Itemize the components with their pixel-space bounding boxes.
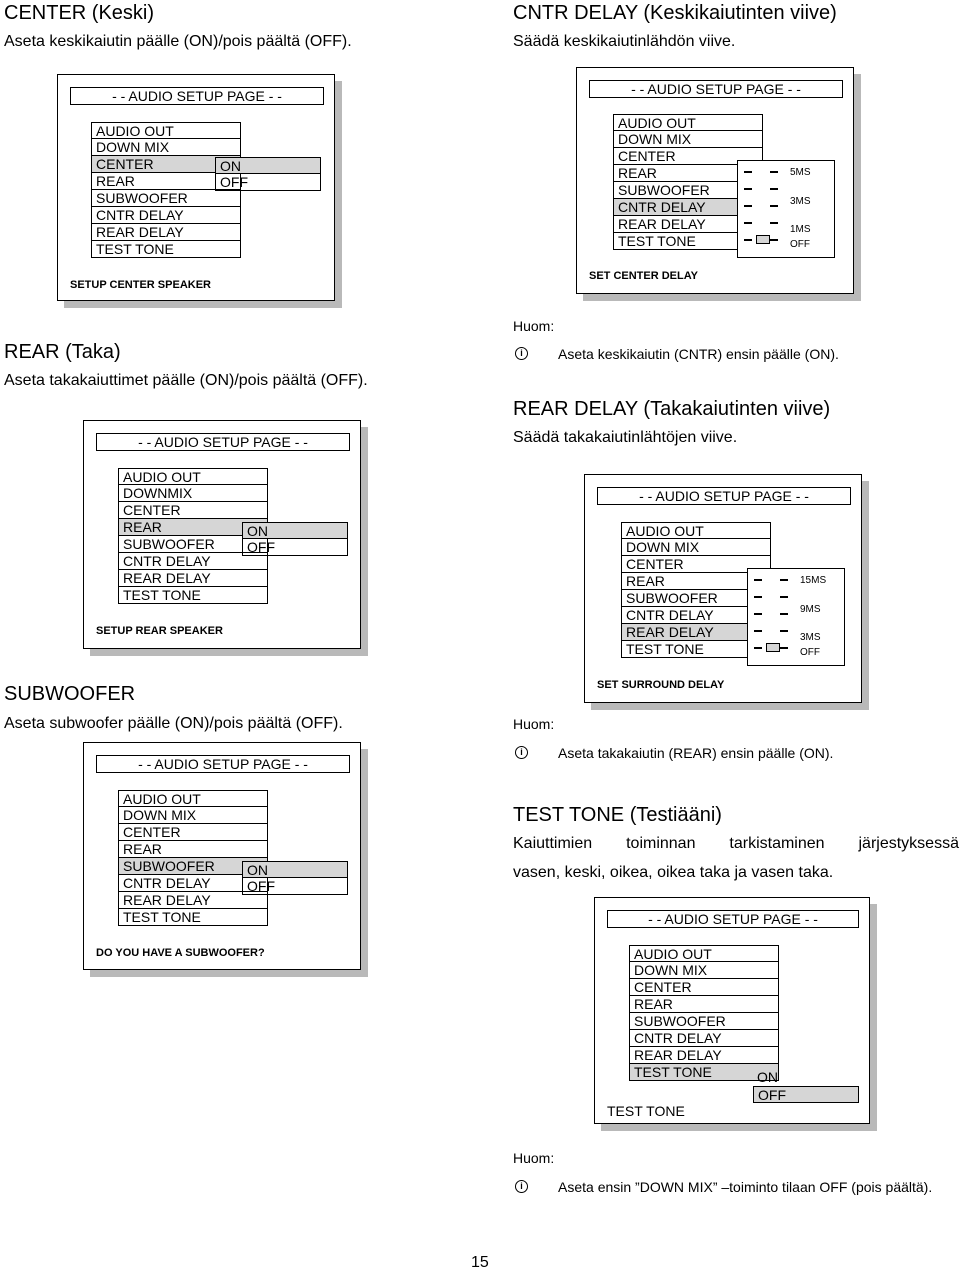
- menu-item-selected[interactable]: REAR: [118, 519, 268, 536]
- section-title-rear: REAR (Taka): [4, 341, 121, 363]
- option-on[interactable]: ON: [242, 522, 348, 539]
- section-desc-rear-delay: Säädä takakaiutinlähtöjen viive.: [513, 429, 738, 446]
- screen-subwoofer: [83, 742, 361, 970]
- screen-rear: [83, 420, 361, 649]
- screen-rear-delay: [584, 474, 862, 703]
- menu-item[interactable]: CENTER: [118, 502, 268, 519]
- menu-item[interactable]: REAR: [621, 573, 771, 590]
- section-desc-test-tone-line1: [513, 835, 959, 853]
- menu-item[interactable]: CNTR DELAY: [118, 875, 268, 892]
- menu-item[interactable]: DOWN MIX: [91, 139, 241, 156]
- option-off[interactable]: OFF: [753, 1086, 859, 1103]
- note-label: Huom:: [513, 1150, 555, 1166]
- section-title-subwoofer: SUBWOOFER: [4, 683, 136, 705]
- menu-item-selected[interactable]: CNTR DELAY: [613, 199, 763, 216]
- slider-label: OFF: [800, 647, 820, 658]
- slider-label: 5MS: [790, 167, 811, 178]
- desc-word: Kaiuttimien: [513, 835, 593, 852]
- option-off[interactable]: OFF: [242, 539, 348, 556]
- menu-item[interactable]: AUDIO OUT: [613, 114, 763, 131]
- menu-item[interactable]: REAR: [118, 841, 268, 858]
- menu-item[interactable]: TEST TONE: [613, 233, 763, 250]
- screen-caption: SETUP CENTER SPEAKER: [70, 279, 211, 291]
- menu-item[interactable]: CENTER: [613, 148, 763, 165]
- section-title-rear-delay: REAR DELAY (Takakaiutinten viive): [513, 398, 831, 420]
- option-off[interactable]: OFF: [242, 878, 348, 895]
- options-list: [215, 157, 321, 191]
- screen-title: - - AUDIO SETUP PAGE - -: [589, 80, 843, 98]
- menu-item[interactable]: REAR DELAY: [629, 1047, 779, 1064]
- section-desc-test-tone-line2: vasen, keski, oikea, oikea taka ja vasen taka.: [513, 864, 834, 881]
- menu-item[interactable]: REAR DELAY: [118, 892, 268, 909]
- menu-item[interactable]: DOWN MIX: [118, 807, 268, 824]
- slider-knob[interactable]: [766, 643, 780, 652]
- menu-item[interactable]: CNTR DELAY: [118, 553, 268, 570]
- section-title-cntr-delay: CNTR DELAY (Keskikaiutinten viive): [513, 2, 837, 24]
- desc-word: toiminnan: [626, 835, 696, 852]
- menu-item[interactable]: TEST TONE: [91, 241, 241, 258]
- delay-slider[interactable]: [747, 568, 845, 666]
- slider-label: 9MS: [800, 604, 821, 615]
- menu-item[interactable]: SUBWOOFER: [613, 182, 763, 199]
- menu-item[interactable]: TEST TONE: [118, 909, 268, 926]
- menu-item[interactable]: REAR: [629, 996, 779, 1013]
- menu-item[interactable]: REAR DELAY: [118, 570, 268, 587]
- menu-item[interactable]: CNTR DELAY: [629, 1030, 779, 1047]
- menu-item[interactable]: REAR DELAY: [91, 224, 241, 241]
- page-number: 15: [471, 1254, 489, 1271]
- screen-caption: SET SURROUND DELAY: [597, 679, 725, 691]
- menu-item[interactable]: SUBWOOFER: [118, 536, 268, 553]
- screen-title: - - AUDIO SETUP PAGE - -: [607, 910, 859, 928]
- menu-item[interactable]: SUBWOOFER: [91, 190, 241, 207]
- menu-item[interactable]: CNTR DELAY: [91, 207, 241, 224]
- section-desc-rear: Aseta takakaiuttimet päälle (ON)/pois päältä (OFF).: [4, 372, 368, 389]
- options-list: [753, 1069, 859, 1103]
- menu-item[interactable]: AUDIO OUT: [118, 468, 268, 485]
- desc-word: järjestyksessä: [858, 835, 959, 852]
- option-on[interactable]: ON: [242, 861, 348, 878]
- menu-item[interactable]: DOWN MIX: [613, 131, 763, 148]
- note-label: Huom:: [513, 318, 555, 334]
- menu-item[interactable]: SUBWOOFER: [629, 1013, 779, 1030]
- menu-item[interactable]: TEST TONE: [118, 587, 268, 604]
- menu-item[interactable]: DOWN MIX: [621, 539, 771, 556]
- screen-caption: TEST TONE: [607, 1103, 685, 1119]
- menu-item[interactable]: AUDIO OUT: [629, 945, 779, 962]
- slider-label: 1MS: [790, 224, 811, 235]
- menu-item[interactable]: REAR: [91, 173, 241, 190]
- menu-item-selected[interactable]: REAR DELAY: [621, 624, 771, 641]
- desc-word: tarkistaminen: [729, 835, 825, 852]
- info-icon: i: [515, 347, 528, 360]
- screen-title: - - AUDIO SETUP PAGE - -: [597, 487, 851, 505]
- options-list: [242, 861, 348, 895]
- section-desc-cntr-delay: Säädä keskikaiutinlähdön viive.: [513, 33, 736, 50]
- menu-item[interactable]: CENTER: [118, 824, 268, 841]
- menu-item[interactable]: REAR: [613, 165, 763, 182]
- menu-item[interactable]: AUDIO OUT: [91, 122, 241, 139]
- screen-test-tone: [594, 897, 870, 1124]
- menu-list: [118, 790, 268, 926]
- section-title-center: CENTER (Keski): [4, 2, 155, 24]
- menu-item[interactable]: DOWN MIX: [629, 962, 779, 979]
- slider-label: 3MS: [800, 632, 821, 643]
- menu-item[interactable]: DOWNMIX: [118, 485, 268, 502]
- slider-knob[interactable]: [756, 235, 770, 244]
- screen-title: - - AUDIO SETUP PAGE - -: [70, 87, 324, 105]
- note-label: Huom:: [513, 716, 555, 732]
- section-desc-center: Aseta keskikaiutin päälle (ON)/pois päältä (OFF).: [4, 33, 352, 50]
- info-icon: i: [515, 746, 528, 759]
- menu-item[interactable]: AUDIO OUT: [118, 790, 268, 807]
- option-on[interactable]: ON: [757, 1069, 778, 1085]
- menu-item[interactable]: CNTR DELAY: [621, 607, 771, 624]
- delay-slider[interactable]: [737, 160, 835, 258]
- menu-item[interactable]: CENTER: [629, 979, 779, 996]
- screen-title: - - AUDIO SETUP PAGE - -: [96, 433, 350, 451]
- slider-label: 15MS: [800, 575, 827, 586]
- menu-item[interactable]: REAR DELAY: [613, 216, 763, 233]
- info-icon: i: [515, 1180, 528, 1193]
- menu-item-selected[interactable]: SUBWOOFER: [118, 858, 268, 875]
- menu-item[interactable]: TEST TONE: [621, 641, 771, 658]
- slider-label: OFF: [790, 239, 810, 250]
- menu-list: [629, 945, 779, 1081]
- screen-cntr-delay: [576, 67, 854, 294]
- menu-item[interactable]: AUDIO OUT: [621, 522, 771, 539]
- slider-label: 3MS: [790, 196, 811, 207]
- screen-caption: SET CENTER DELAY: [589, 270, 699, 282]
- screen-caption: SETUP REAR SPEAKER: [96, 625, 223, 637]
- menu-item[interactable]: SUBWOOFER: [621, 590, 771, 607]
- menu-item-selected[interactable]: CENTER: [91, 156, 241, 173]
- option-off[interactable]: OFF: [215, 174, 321, 191]
- screen-title: - - AUDIO SETUP PAGE - -: [96, 755, 350, 773]
- option-on[interactable]: ON: [215, 157, 321, 174]
- menu-item[interactable]: CENTER: [621, 556, 771, 573]
- menu-item-selected[interactable]: TEST TONE: [629, 1064, 779, 1081]
- section-title-test-tone: TEST TONE (Testiääni): [513, 804, 722, 826]
- options-list: [242, 522, 348, 556]
- screen-caption: DO YOU HAVE A SUBWOOFER?: [96, 947, 265, 959]
- screen-center: [57, 74, 335, 301]
- section-desc-subwoofer: Aseta subwoofer päälle (ON)/pois päältä (OFF).: [4, 715, 343, 732]
